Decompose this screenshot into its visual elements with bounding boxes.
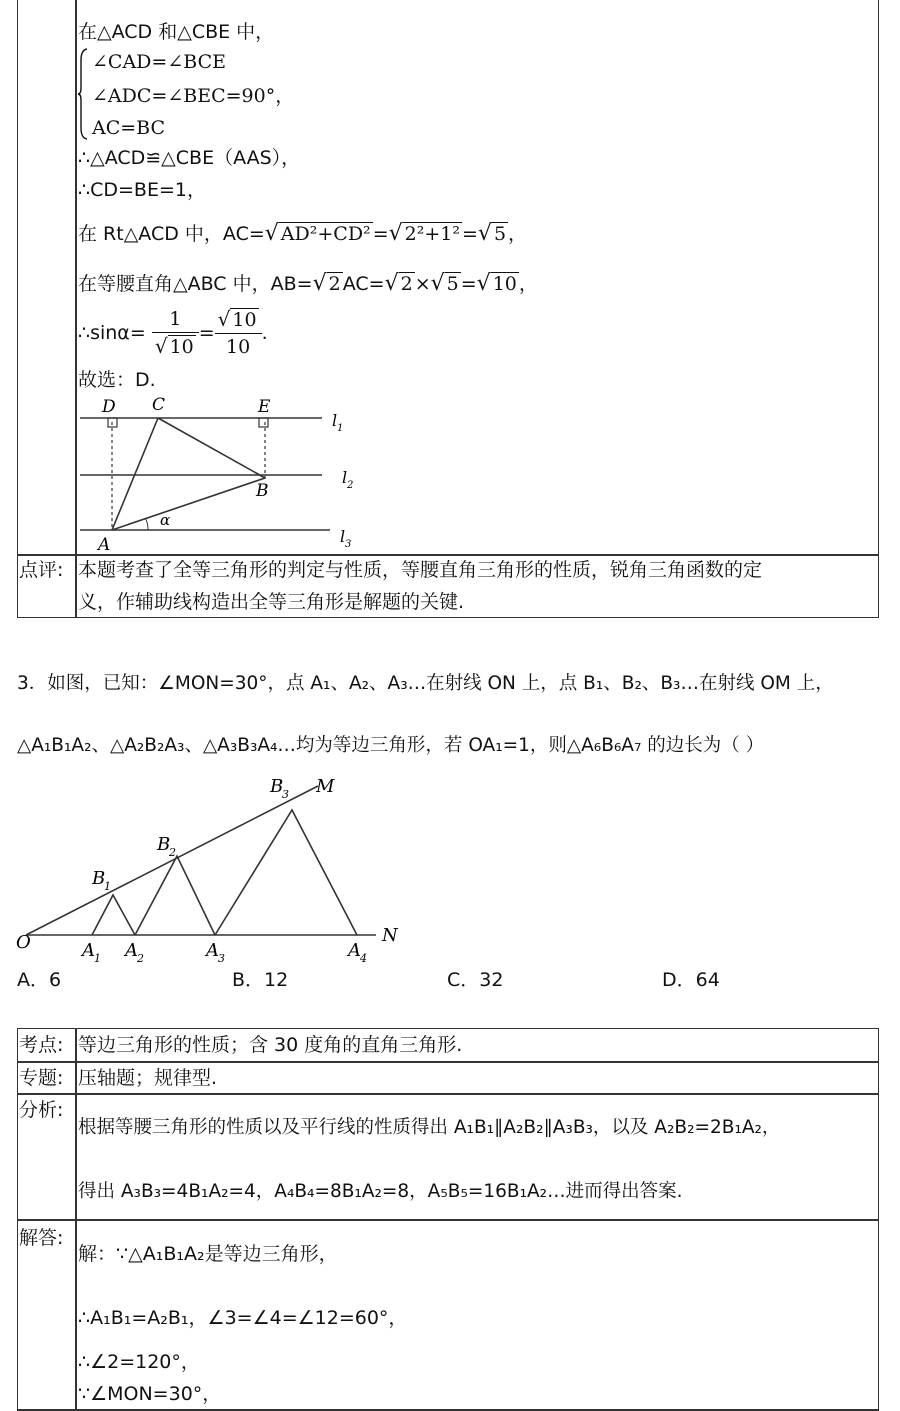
kaodian-label: 考点: <box>19 1034 64 1056</box>
triangle-1 <box>92 895 135 935</box>
denominator: 10 <box>226 336 251 358</box>
label-a: A <box>98 535 111 554</box>
label-b2-sub: 2 <box>169 846 176 859</box>
jieda-label: 解答: <box>19 1227 64 1249</box>
text: = <box>198 322 215 344</box>
solution-line: ∴△ACD≌△CBE（AAS）， <box>78 147 301 169</box>
angle-alpha-arc <box>145 518 148 530</box>
solution-line: 故选：D. <box>78 369 156 391</box>
jieda-text-1: 解：∵△A₁B₁A₂是等边三角形， <box>78 1243 338 1265</box>
sqrt-expr: 10 <box>492 273 517 295</box>
numerator: 10 <box>232 309 257 331</box>
text: = <box>460 273 477 295</box>
label-a3-sub: 3 <box>218 952 225 965</box>
triangle-2 <box>135 856 215 935</box>
table-row-divider <box>17 1093 879 1095</box>
label-a4: A <box>348 940 361 961</box>
label-b2: B <box>157 834 171 855</box>
text: ， <box>508 223 528 245</box>
label-d: D <box>102 397 116 417</box>
label-a1-sub: 1 <box>94 952 101 965</box>
text: × <box>414 273 431 295</box>
label-l3-sub: 3 <box>345 539 352 550</box>
segment-cb <box>158 418 265 478</box>
segment-ac <box>112 418 158 530</box>
label-alpha: α <box>160 511 171 529</box>
option-a[interactable]: A．6 <box>17 969 62 991</box>
solution-line: ∴CD=BE=1， <box>78 179 206 201</box>
review-text-1: 本题考查了全等三角形的判定与性质，等腰直角三角形的性质，锐角三角函数的定 <box>78 559 763 581</box>
question-line-2: △A₁B₁A₂、△A₂B₂A₃、△A₃B₃A₄…均为等边三角形，若 OA₁=1，则△A₆B₆A₇ 的边长为（ ） <box>17 735 765 756</box>
fenxi-label: 分析: <box>19 1099 64 1121</box>
text: 在等腰直角△ABC 中，AB= <box>78 273 313 295</box>
fenxi-text-2: 得出 A₃B₃=4B₁A₂=4，A₄B₄=8B₁A₂=8，A₅B₅=16B₁A₂…进而得出答案. <box>78 1181 683 1202</box>
figure-parallel-lines <box>78 392 378 554</box>
review-label: 点评: <box>19 559 64 581</box>
table-row-divider <box>17 1061 879 1063</box>
sqrt-expr: 2 <box>400 273 413 295</box>
page-bottom-rule <box>17 1409 879 1411</box>
solution-line-sin <box>78 306 268 360</box>
kaodian-text: 等边三角形的性质；含 30 度角的直角三角形. <box>78 1034 463 1056</box>
text: = <box>372 223 389 245</box>
zhuanti-text: 压轴题；规律型. <box>78 1067 218 1089</box>
right-angle-mark-e <box>259 418 268 427</box>
sqrt-expr: 2 <box>328 273 341 295</box>
jieda-text-2: ∴A₁B₁=A₂B₁，∠3=∠4=∠12=60°， <box>78 1307 408 1329</box>
fenxi-text-1: 根据等腰三角形的性质以及平行线的性质得出 A₁B₁∥A₂B₂∥A₃B₃，以及 A₂B₂=2B₁A₂， <box>78 1117 781 1138</box>
label-b1: B <box>92 868 106 889</box>
question-line-1: 3．如图，已知：∠MON=30°，点 A₁、A₂、A₃…在射线 ON 上，点 B₁、B₂、B₃…在射线 OM 上， <box>17 673 834 694</box>
text: ， <box>518 273 538 295</box>
text: = <box>461 223 478 245</box>
sqrt-expr: 2²+1² <box>404 223 460 245</box>
label-a2: A <box>125 940 138 961</box>
label-b: B <box>256 481 269 501</box>
numerator: 1 <box>152 306 199 333</box>
text: AC= <box>342 273 385 295</box>
label-n: N <box>382 925 398 946</box>
segment-ab <box>112 478 265 530</box>
label-a3: A <box>206 940 219 961</box>
table-row-divider <box>17 1219 879 1221</box>
jieda-text-3: ∴∠2=120°， <box>78 1351 200 1373</box>
label-l1: l <box>332 411 338 430</box>
label-b1-sub: 1 <box>104 880 111 893</box>
review-text-2: 义，作辅助线构造出全等三角形是解题的关键. <box>78 591 465 613</box>
label-c: C <box>152 395 166 415</box>
label-l2: l <box>342 468 348 487</box>
fraction: $\frac{√ 10}{10}$ <box>215 306 262 360</box>
table-row-divider <box>17 554 879 556</box>
text: 在 Rt△ACD 中，AC= <box>78 223 265 245</box>
label-l3: l <box>340 527 346 546</box>
label-a4-sub: 4 <box>360 952 367 965</box>
label-a1: A <box>82 940 95 961</box>
label-b3: B <box>270 776 284 797</box>
text: . <box>261 322 268 344</box>
denominator: 10 <box>169 336 194 358</box>
solution-line-ac: 在 Rt△ACD 中，AC=√ AD²+CD² =√ 2²+1² =√ 5 ， <box>78 221 528 246</box>
text: ∴sinα= <box>78 322 146 344</box>
system-eq-2: ∠ADC=∠BEC=90°， <box>92 85 295 107</box>
label-l2-sub: 2 <box>347 480 354 491</box>
sqrt-expr: 5 <box>446 273 459 295</box>
table-divider <box>75 0 77 617</box>
figure-equilateral-chain <box>12 770 412 970</box>
brace <box>78 48 88 140</box>
solution-line: 在△ACD 和△CBE 中， <box>78 21 275 43</box>
label-a2-sub: 2 <box>137 952 144 965</box>
system-eq-3: AC=BC <box>92 117 166 139</box>
label-m: M <box>316 776 335 797</box>
ray-om <box>26 786 318 935</box>
sqrt-expr: AD²+CD² <box>280 223 371 245</box>
zhuanti-label: 专题: <box>19 1067 64 1089</box>
label-l1-sub: 1 <box>337 423 344 434</box>
sqrt-expr: 5 <box>493 223 507 245</box>
label-o: O <box>16 932 31 953</box>
solution-line-ab: 在等腰直角△ABC 中，AB=√ 2 AC=√ 2 ×√ 5 =√ 10 ， <box>78 271 538 296</box>
system-eq-1: ∠CAD=∠BCE <box>92 51 226 73</box>
label-b3-sub: 3 <box>282 788 289 801</box>
jieda-text-4: ∵∠MON=30°， <box>78 1383 222 1405</box>
triangle-3 <box>215 810 357 935</box>
option-c[interactable]: C．32 <box>447 969 504 991</box>
option-d[interactable]: D．64 <box>662 969 720 991</box>
label-e: E <box>258 397 271 417</box>
fraction: $\frac{1}{√ 10}$ <box>152 306 199 360</box>
option-b[interactable]: B．12 <box>232 969 289 991</box>
